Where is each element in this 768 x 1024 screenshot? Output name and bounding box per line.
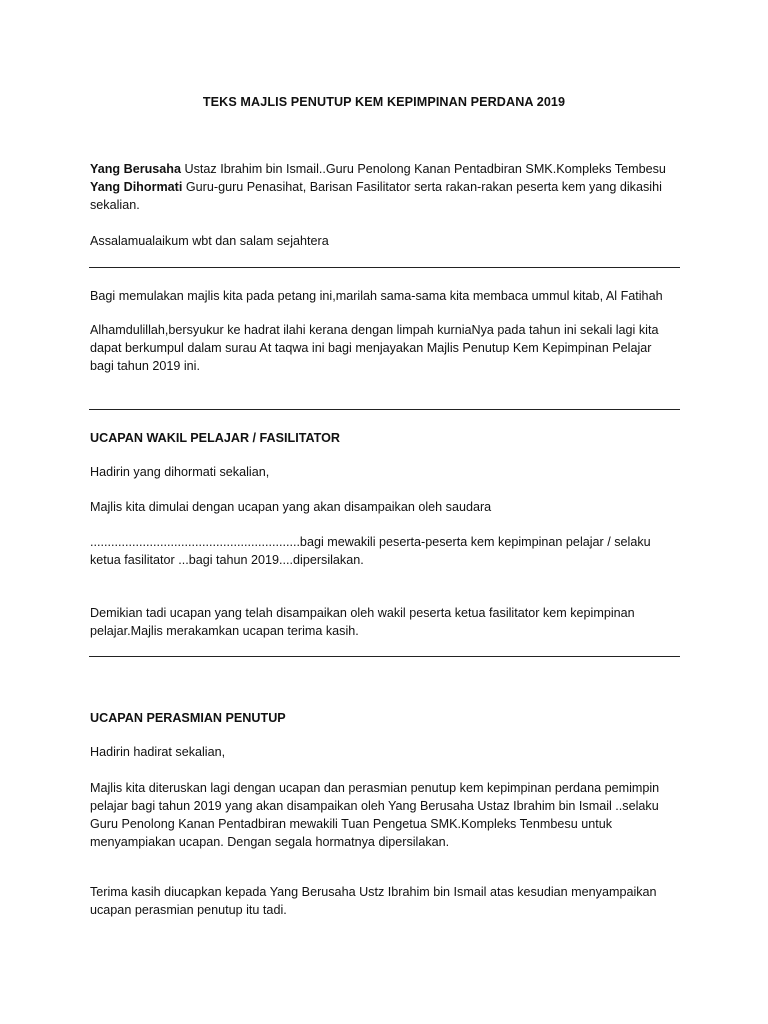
closing-speech-greeting: Hadirin hadirat sekalian, [90,745,226,759]
intro-text-1: Ustaz Ibrahim bin Ismail..Guru Penolong Kanan Pentadbiran SMK.Kompleks Tembesu [181,162,666,176]
closing-speech-thanks-line-2: ucapan perasmian penutup itu tadi. [90,903,287,917]
intro-honorific-2: Yang Dihormati [90,180,183,194]
closing-speech-thanks-line-1: Terima kasih diucapkan kepada Yang Berusaha Ustz Ibrahim bin Ismail atas kesudian menyampaikan [90,885,657,899]
student-speech-thanks-line-2: pelajar.Majlis merakamkan ucapan terima kasih. [90,624,359,638]
gratitude-line-1: Alhamdulillah,bersyukur ke hadrat ilahi kerana dengan limpah kurniaNya pada tahun ini sekali lagi kita [90,323,659,337]
student-speech-thanks-line-1: Demikian tadi ucapan yang telah disampaikan oleh wakil peserta ketua fasilitator kem kepimpinan [90,606,635,620]
opening-prayer-text: Bagi memulakan majlis kita pada petang ini,marilah sama-sama kita membaca ummul kitab, Al Fatihah [90,289,663,303]
student-speech-intro: Majlis kita dimulai dengan ucapan yang akan disampaikan oleh saudara [90,500,492,514]
closing-speech-invite-line-4: menyampiakan ucapan. Dengan segala hormatnya dipersilakan. [90,835,450,849]
intro-honorific-1: Yang Berusaha [90,162,181,176]
intro-text-2: Guru-guru Penasihat, Barisan Fasilitator serta rakan-rakan peserta kem yang dikasihi [182,180,662,194]
gratitude-line-3: bagi tahun 2019 ini. [90,359,200,373]
intro-line-2 [90,178,690,196]
divider-2 [89,409,680,410]
divider-3 [89,656,680,657]
closing-speech-invite-line-1: Majlis kita diteruskan lagi dengan ucapan dan perasmian penutup kem kepimpinan perdana pemimpin [90,781,660,795]
student-speech-invite-line-1: ............................................................bagi mewakili peserta-peserta kem kepimpinan pelajar / selaku [90,535,651,549]
closing-speech-invite-line-2: pelajar bagi tahun 2019 yang akan disampaikan oleh Yang Berusaha Ustaz Ibrahim bin Ismail ..selaku [90,799,659,813]
gratitude-line-2: dapat berkumpul dalam surau At taqwa ini bagi menjayakan Majlis Penutup Kem Kepimpinan Pelajar [90,341,652,355]
greeting: Assalamualaikum wbt dan salam sejahtera [90,234,329,248]
student-speech-greeting: Hadirin yang dihormati sekalian, [90,465,270,479]
closing-speech-invite-line-3: Guru Penolong Kanan Pentadbiran mewakili Tuan Pengetua SMK.Kompleks Tenmbesu untuk [90,817,613,831]
student-speech-invite-line-2: ketua fasilitator ...bagi tahun 2019....dipersilakan. [90,553,364,567]
section-heading-student-speech: UCAPAN WAKIL PELAJAR / FASILITATOR [90,431,341,445]
document-title: TEKS MAJLIS PENUTUP KEM KEPIMPINAN PERDANA 2019 [202,95,566,109]
section-heading-closing-speech: UCAPAN PERASMIAN PENUTUP [90,711,286,725]
intro-line-3: sekalian. [90,198,140,212]
divider-1 [89,267,680,268]
intro-line-1 [90,160,690,178]
